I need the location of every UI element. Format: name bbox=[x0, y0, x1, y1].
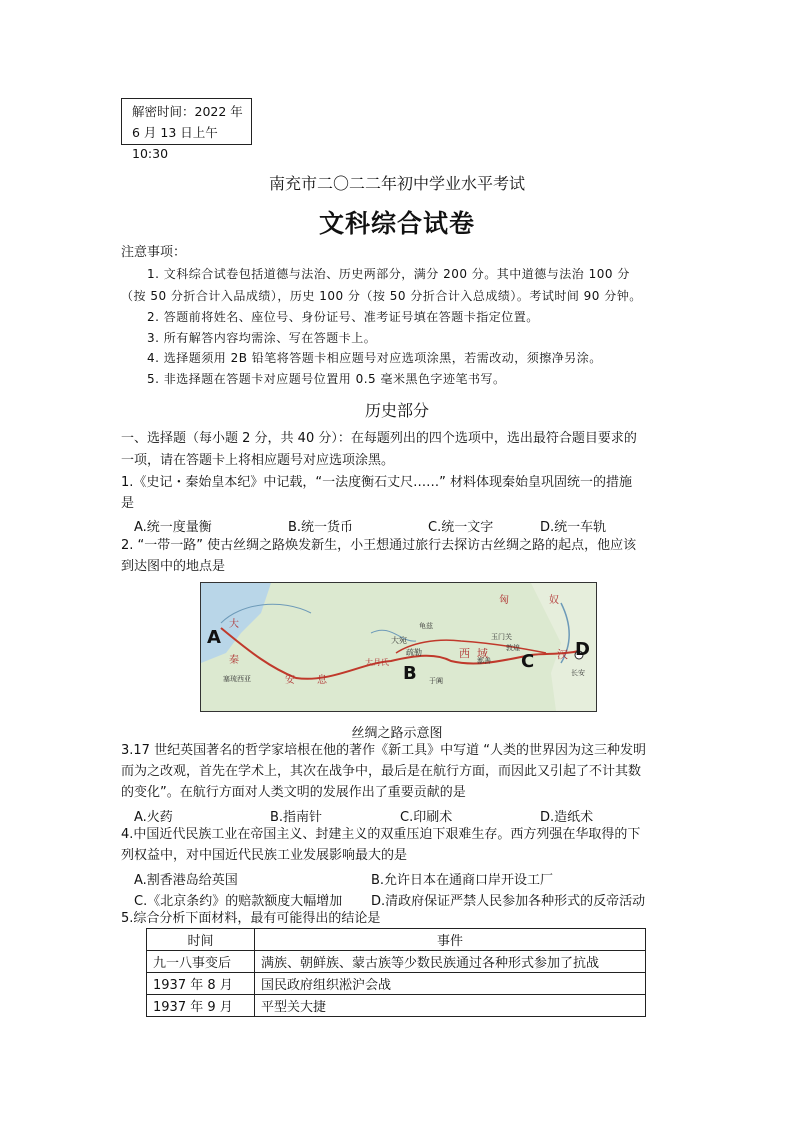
decrypt-time-box bbox=[121, 98, 252, 161]
map-label-xiyu-1: 西 bbox=[459, 647, 470, 660]
q4-option-b: B.允许日本在通商口岸开设工厂 bbox=[371, 873, 554, 888]
q4-option-d: D.清政府保证严禁人民参加各种形式的反帝活动 bbox=[371, 894, 646, 909]
table-cell-event: 满族、朝鲜族、蒙古族等少数民族通过各种形式参加了抗战 bbox=[255, 951, 646, 973]
map-label-daqin-1: 大 bbox=[229, 619, 239, 630]
q2-stem-2: 到达图中的地点是 bbox=[121, 559, 226, 574]
decrypt-time-line-2: 6 月 13 日上午 10:30 bbox=[132, 125, 218, 161]
map-label-qiuci: 龟兹 bbox=[419, 622, 433, 630]
table-row bbox=[147, 951, 646, 973]
q1-option-d: D.统一车轨 bbox=[540, 520, 607, 535]
note-4: 4. 选择题须用 2B 铅笔将答题卡相应题号对应选项涂黑，若需改动，须擦净另涂。 bbox=[147, 351, 602, 365]
silk-road-map bbox=[200, 582, 597, 712]
note-3: 3. 所有解答内容均需涂、写在答题卡上。 bbox=[147, 331, 377, 345]
part1-instruction-2: 一项，请在答题卡上将相应题号对应选项涂黑。 bbox=[121, 453, 395, 468]
map-marker-c: C bbox=[521, 651, 535, 672]
q3-stem-2: 而为之改观，首先在学术上，其次在战争中，最后是在航行方面，而因此又引起了不计其数 bbox=[121, 764, 642, 779]
map-label-yumenguan: 玉门关 bbox=[491, 633, 512, 641]
q3-option-b: B.指南针 bbox=[270, 810, 323, 825]
exam-title: 文科综合试卷 bbox=[318, 209, 475, 238]
map-label-xiyu-2: 域 bbox=[477, 647, 488, 660]
q1-stem-1: 1.《史记・秦始皇本纪》中记载，“一法度衡石丈尺……” 材料体现秦始皇巩固统一的措施 bbox=[121, 475, 633, 490]
table-row bbox=[147, 973, 646, 995]
section-title: 历史部分 bbox=[364, 401, 429, 420]
map-label-changan: 长安 bbox=[571, 669, 585, 677]
q3-stem-3: 的变化”。在航行方面对人类文明的发展作出了重要贡献的是 bbox=[121, 785, 466, 800]
table-header-row bbox=[147, 929, 646, 951]
note-5: 5. 非选择题在答题卡对应题号位置用 0.5 毫米黑色字迹笔书写。 bbox=[147, 372, 506, 386]
q5-stem: 5.综合分析下面材料，最有可能得出的结论是 bbox=[121, 911, 381, 926]
q1-stem-2: 是 bbox=[121, 496, 135, 511]
map-label-dayuezhi: 大月氏 bbox=[365, 658, 389, 667]
map-label-anxi-2: 息 bbox=[317, 675, 327, 686]
silk-road-map-svg bbox=[201, 583, 596, 711]
part1-instruction-1: 一、选择题（每小题 2 分，共 40 分）：在每题列出的四个选项中，选出最符合题目要求的 bbox=[121, 431, 637, 446]
q5-events-table bbox=[146, 928, 646, 1017]
map-label-shule: 疏勒 bbox=[406, 648, 422, 657]
map-label-han: 汉 bbox=[557, 648, 568, 661]
q4-stem-1: 4.中国近代民族工业在帝国主义、封建主义的双重压迫下艰难生存。西方列强在华取得的下 bbox=[121, 827, 641, 842]
map-label-anxi-1: 安 bbox=[285, 675, 295, 686]
note-1: 1. 文科综合试卷包括道德与法治、历史两部分，满分 200 分。其中道德与法治 100 分 bbox=[147, 267, 630, 281]
table-cell-event: 国民政府组织淞沪会战 bbox=[255, 973, 646, 995]
q1-option-b: B.统一货币 bbox=[288, 520, 354, 535]
map-label-yutian: 于阗 bbox=[429, 677, 443, 685]
map-label-dunhuang: 敦煌 bbox=[506, 644, 520, 652]
q3-stem-1: 3.17 世纪英国著名的哲学家培根在他的著作《新工具》中写道 “人类的世界因为这三种发明 bbox=[121, 743, 646, 758]
q2-stem-1: 2. “一带一路” 使古丝绸之路焕发新生，小王想通过旅行去探访古丝绸之路的起点，他应该 bbox=[121, 538, 637, 553]
q4-option-a: A.割香港岛给英国 bbox=[134, 873, 238, 888]
map-label-shanshan: 鄯善 bbox=[477, 657, 491, 665]
table-header-time: 时间 bbox=[147, 929, 255, 951]
table-row bbox=[147, 995, 646, 1017]
map-marker-a: A bbox=[207, 627, 221, 648]
map-label-xiongnu-1: 匈 bbox=[499, 595, 509, 606]
decrypt-time-line-1: 解密时间：2022 年 bbox=[132, 104, 243, 119]
table-cell-time: 1937 年 9 月 bbox=[147, 995, 255, 1017]
q4-option-c: C.《北京条约》的赔款额度大幅增加 bbox=[134, 894, 343, 909]
table-cell-event: 平型关大捷 bbox=[255, 995, 646, 1017]
map-marker-b: B bbox=[403, 663, 417, 684]
table-header-event: 事件 bbox=[255, 929, 646, 951]
map-caption: 丝绸之路示意图 bbox=[351, 726, 443, 741]
exam-subtitle: 南充市二〇二二年初中学业水平考试 bbox=[268, 174, 525, 193]
map-label-daqin-2: 秦 bbox=[229, 655, 239, 666]
q1-option-c: C.统一文字 bbox=[428, 520, 494, 535]
map-label-dayuan: 大宛 bbox=[391, 636, 407, 645]
table-cell-time: 九一八事变后 bbox=[147, 951, 255, 973]
q3-option-c: C.印刷术 bbox=[400, 810, 453, 825]
q3-option-a: A.火药 bbox=[134, 810, 173, 825]
map-label-seleucia: 塞琉西亚 bbox=[223, 675, 251, 683]
map-label-xiongnu-2: 奴 bbox=[549, 595, 559, 606]
q4-stem-2: 列权益中，对中国近代民族工业发展影响最大的是 bbox=[121, 848, 408, 863]
map-marker-d: D bbox=[575, 639, 590, 660]
notes-heading: 注意事项： bbox=[121, 245, 187, 260]
table-cell-time: 1937 年 8 月 bbox=[147, 973, 255, 995]
note-2: 2. 答题前将姓名、座位号、身份证号、准考证号填在答题卡指定位置。 bbox=[147, 310, 539, 324]
q3-option-d: D.造纸术 bbox=[540, 810, 594, 825]
note-1-cont: （按 50 分折合计入品成绩），历史 100 分（按 50 分折合计入总成绩）。考试时间 90 分钟。 bbox=[121, 289, 642, 303]
q1-option-a: A.统一度量衡 bbox=[134, 520, 212, 535]
